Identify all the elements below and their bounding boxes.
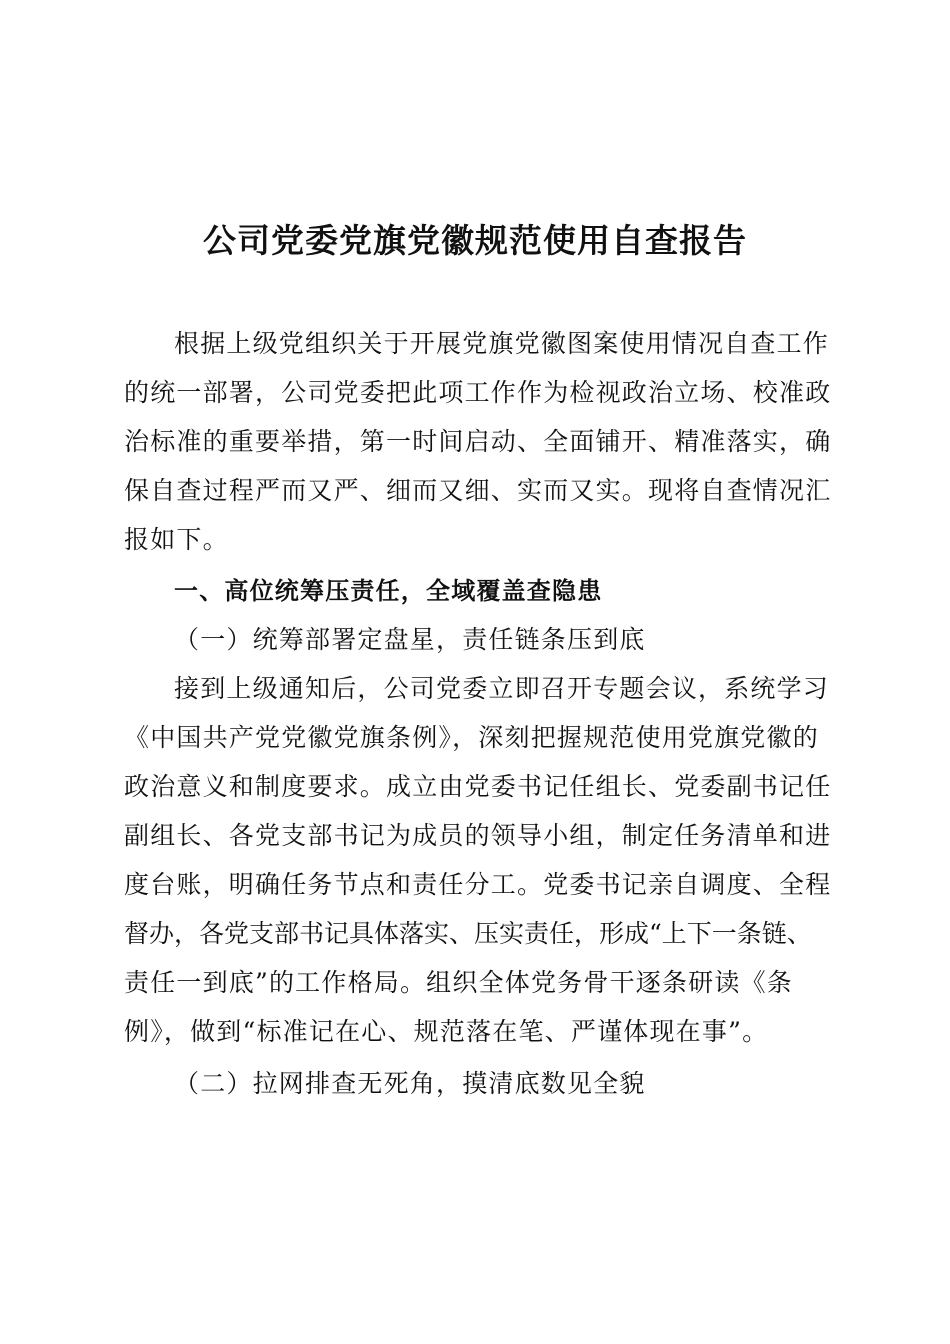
intro-line: 报如下。 (124, 525, 229, 554)
body-line: 度台账，明确任务节点和责任分工。党委书记亲自调度、全程 (124, 870, 832, 899)
body-line: 责任一到底”的工作格局。组织全体党务骨干逐条研读《条 (124, 968, 793, 997)
subsection-heading: （二）拉网排查无死角，摸清底数见全貌 (174, 1069, 646, 1098)
body-line: 副组长、各党支部书记为成员的领导小组，制定任务清单和进 (124, 821, 832, 850)
body-line: 督办，各党支部书记具体落实、压实责任，形成“上下一条链、 (124, 919, 812, 948)
body-line: 《中国共产党党徽党旗条例》，深刻把握规范使用党旗党徽的 (124, 723, 819, 752)
body-line: 接到上级通知后，公司党委立即召开专题会议，系统学习 (174, 674, 830, 703)
subsection-heading: （一）统筹部署定盘星，责任链条压到底 (174, 625, 646, 654)
intro-line: 保自查过程严而又严、细而又细、实而又实。现将自查情况汇 (124, 476, 832, 505)
section-heading: 一、高位统筹压责任，全域覆盖查隐患 (174, 577, 603, 605)
intro-line: 根据上级党组织关于开展党旗党徽图案使用情况自查工作 (174, 329, 830, 358)
document-title: 公司党委党旗党徽规范使用自查报告 (203, 221, 747, 260)
body-line: 例》，做到“标准记在心、规范落在笔、严谨体现在事”。 (124, 1017, 769, 1046)
intro-line: 治标准的重要举措，第一时间启动、全面铺开、精准落实，确 (124, 427, 832, 456)
intro-line: 的统一部署，公司党委把此项工作作为检视政治立场、校准政 (124, 378, 832, 407)
body-line: 政治意义和制度要求。成立由党委书记任组长、党委副书记任 (124, 772, 832, 801)
